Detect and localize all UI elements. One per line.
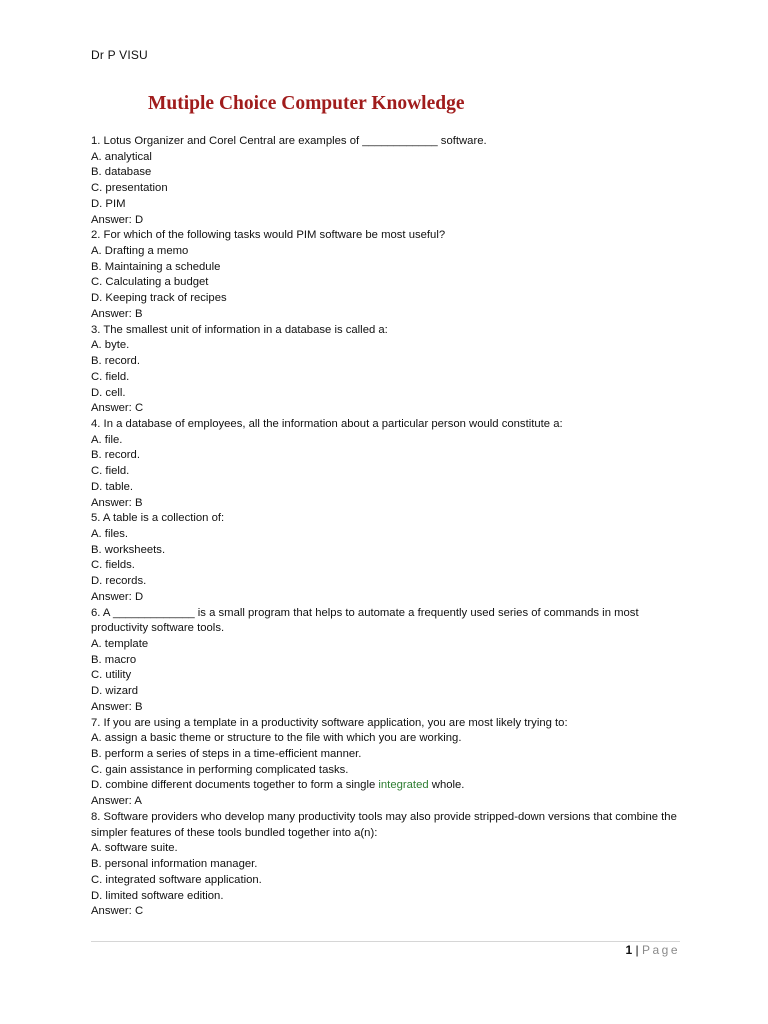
question-7: 7. If you are using a template in a productivity software application, you are most likely trying to: <box>91 716 568 729</box>
option-7c: C. gain assistance in performing complicated tasks. <box>91 763 349 776</box>
option-1c: C. presentation <box>91 182 168 195</box>
option-8b: B. personal information manager. <box>91 858 258 871</box>
page-label: Page <box>641 943 680 957</box>
option-5b: B. worksheets. <box>91 543 166 556</box>
document-title: Mutiple Choice Computer Knowledge <box>148 93 465 114</box>
option-8c: C. integrated software application. <box>91 873 262 886</box>
question-6: 6. A _____________ is a small program that helps to automate a frequently used series of commands in most productivity software tools. <box>91 606 639 635</box>
question-2: 2. For which of the following tasks would PIM software be most useful? <box>91 229 446 242</box>
page-footer <box>625 943 680 957</box>
page-number: 1 <box>625 943 633 957</box>
question-list <box>91 134 691 920</box>
footer-divider <box>91 941 680 942</box>
answer-5: Answer: D <box>91 590 144 603</box>
option-3c: C. field. <box>91 370 130 383</box>
answer-4: Answer: B <box>91 496 143 509</box>
option-1d: D. PIM <box>91 197 126 210</box>
option-1a: A. analytical <box>91 150 152 163</box>
option-3d: D. cell. <box>91 386 126 399</box>
option-8a: A. software suite. <box>91 842 178 855</box>
answer-7: Answer: A <box>91 795 142 808</box>
answer-1: Answer: D <box>91 213 144 226</box>
footer-separator: | <box>635 943 639 957</box>
option-7b: B. perform a series of steps in a time-efficient manner. <box>91 748 362 761</box>
option-5a: A. files. <box>91 527 129 540</box>
option-4b: B. record. <box>91 449 140 462</box>
option-6b: B. macro <box>91 653 137 666</box>
question-1: 1. Lotus Organizer and Corel Central are examples of ____________ software. <box>91 135 487 147</box>
author-header: Dr P VISU <box>91 48 148 62</box>
option-6c: C. utility <box>91 669 132 682</box>
option-7d-text-end: whole. <box>428 779 465 792</box>
option-7d <box>91 778 691 794</box>
answer-8: Answer: C <box>91 905 144 918</box>
question-4: 4. In a database of employees, all the information about a particular person would constitute a: <box>91 417 563 430</box>
option-7a: A. assign a basic theme or structure to the file with which you are working. <box>91 732 462 745</box>
option-8d: D. limited software edition. <box>91 889 224 902</box>
option-4a: A. file. <box>91 433 123 446</box>
highlighted-word: integrated <box>378 779 429 792</box>
option-1b: B. database <box>91 166 152 179</box>
option-3a: A. byte. <box>91 339 130 352</box>
option-5c: C. fields. <box>91 559 135 572</box>
option-6d: D. wizard <box>91 685 139 698</box>
option-3b: B. record. <box>91 355 140 368</box>
option-2d: D. Keeping track of recipes <box>91 292 227 305</box>
option-2b: B. Maintaining a schedule <box>91 260 221 273</box>
option-6a: A. template <box>91 638 149 650</box>
option-4d: D. table. <box>91 480 134 493</box>
answer-3: Answer: C <box>91 402 144 415</box>
question-5: 5. A table is a collection of: <box>91 512 225 525</box>
option-2c: C. Calculating a budget <box>91 276 209 289</box>
question-8: 8. Software providers who develop many productivity tools may also provide stripped-down versions that combine the simpler features of these tools bundled together into a(n): <box>91 810 677 839</box>
option-4c: C. field. <box>91 465 130 478</box>
option-7d-text-start: D. combine different documents together to form a single <box>91 779 379 792</box>
option-2a: A. Drafting a memo <box>91 245 189 258</box>
option-5d: D. records. <box>91 575 147 588</box>
answer-6: Answer: B <box>91 700 143 713</box>
question-3: 3. The smallest unit of information in a database is called a: <box>91 323 388 336</box>
answer-2: Answer: B <box>91 307 143 320</box>
